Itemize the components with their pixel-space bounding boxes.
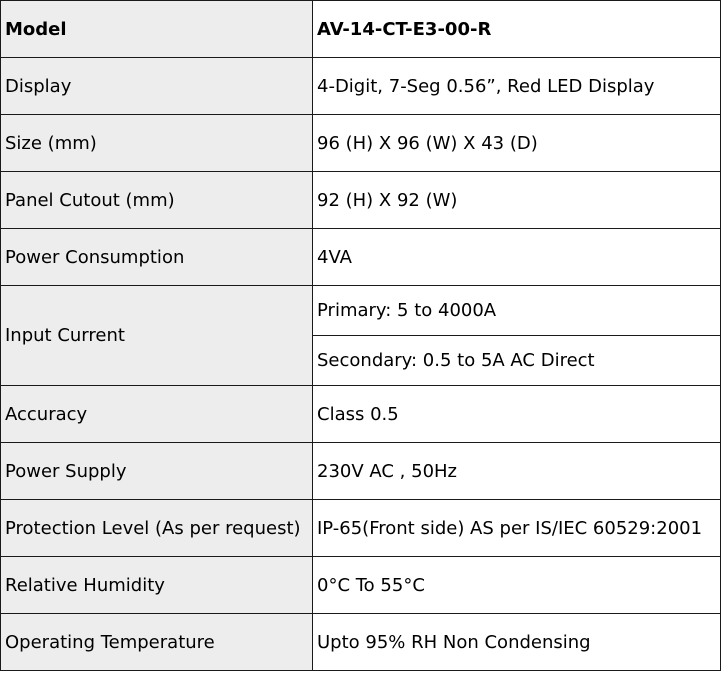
size-value: 96 (H) X 96 (W) X 43 (D) bbox=[313, 115, 721, 172]
display-value: 4-Digit, 7-Seg 0.56”, Red LED Display bbox=[313, 58, 721, 115]
table-row-input-current-primary bbox=[1, 286, 721, 336]
input-current-label: Input Current bbox=[1, 286, 313, 386]
table-row-protection-level bbox=[1, 500, 721, 557]
protection-level-value: IP-65(Front side) AS per IS/IEC 60529:2001 bbox=[313, 500, 721, 557]
relative-humidity-label: Relative Humidity bbox=[1, 557, 313, 614]
panel-cutout-label: Panel Cutout (mm) bbox=[1, 172, 313, 229]
display-label: Display bbox=[1, 58, 313, 115]
table-row-operating-temperature bbox=[1, 614, 721, 671]
table-row-model bbox=[1, 1, 721, 58]
power-consumption-value: 4VA bbox=[313, 229, 721, 286]
table-row-display bbox=[1, 58, 721, 115]
table-row-panel-cutout bbox=[1, 172, 721, 229]
table-row-power-consumption bbox=[1, 229, 721, 286]
input-current-primary-value: Primary: 5 to 4000A bbox=[313, 286, 721, 336]
power-supply-value: 230V AC , 50Hz bbox=[313, 443, 721, 500]
operating-temperature-value: Upto 95% RH Non Condensing bbox=[313, 614, 721, 671]
model-label: Model bbox=[1, 1, 313, 58]
input-current-secondary-value: Secondary: 0.5 to 5A AC Direct bbox=[313, 336, 721, 386]
model-value: AV-14-CT-E3-00-R bbox=[313, 1, 721, 58]
table-row-accuracy bbox=[1, 386, 721, 443]
relative-humidity-value: 0°C To 55°C bbox=[313, 557, 721, 614]
table-row-power-supply bbox=[1, 443, 721, 500]
table-row-size bbox=[1, 115, 721, 172]
power-supply-label: Power Supply bbox=[1, 443, 313, 500]
operating-temperature-label: Operating Temperature bbox=[1, 614, 313, 671]
table-row-relative-humidity bbox=[1, 557, 721, 614]
power-consumption-label: Power Consumption bbox=[1, 229, 313, 286]
size-label: Size (mm) bbox=[1, 115, 313, 172]
accuracy-label: Accuracy bbox=[1, 386, 313, 443]
accuracy-value: Class 0.5 bbox=[313, 386, 721, 443]
protection-level-label: Protection Level (As per request) bbox=[1, 500, 313, 557]
panel-cutout-value: 92 (H) X 92 (W) bbox=[313, 172, 721, 229]
